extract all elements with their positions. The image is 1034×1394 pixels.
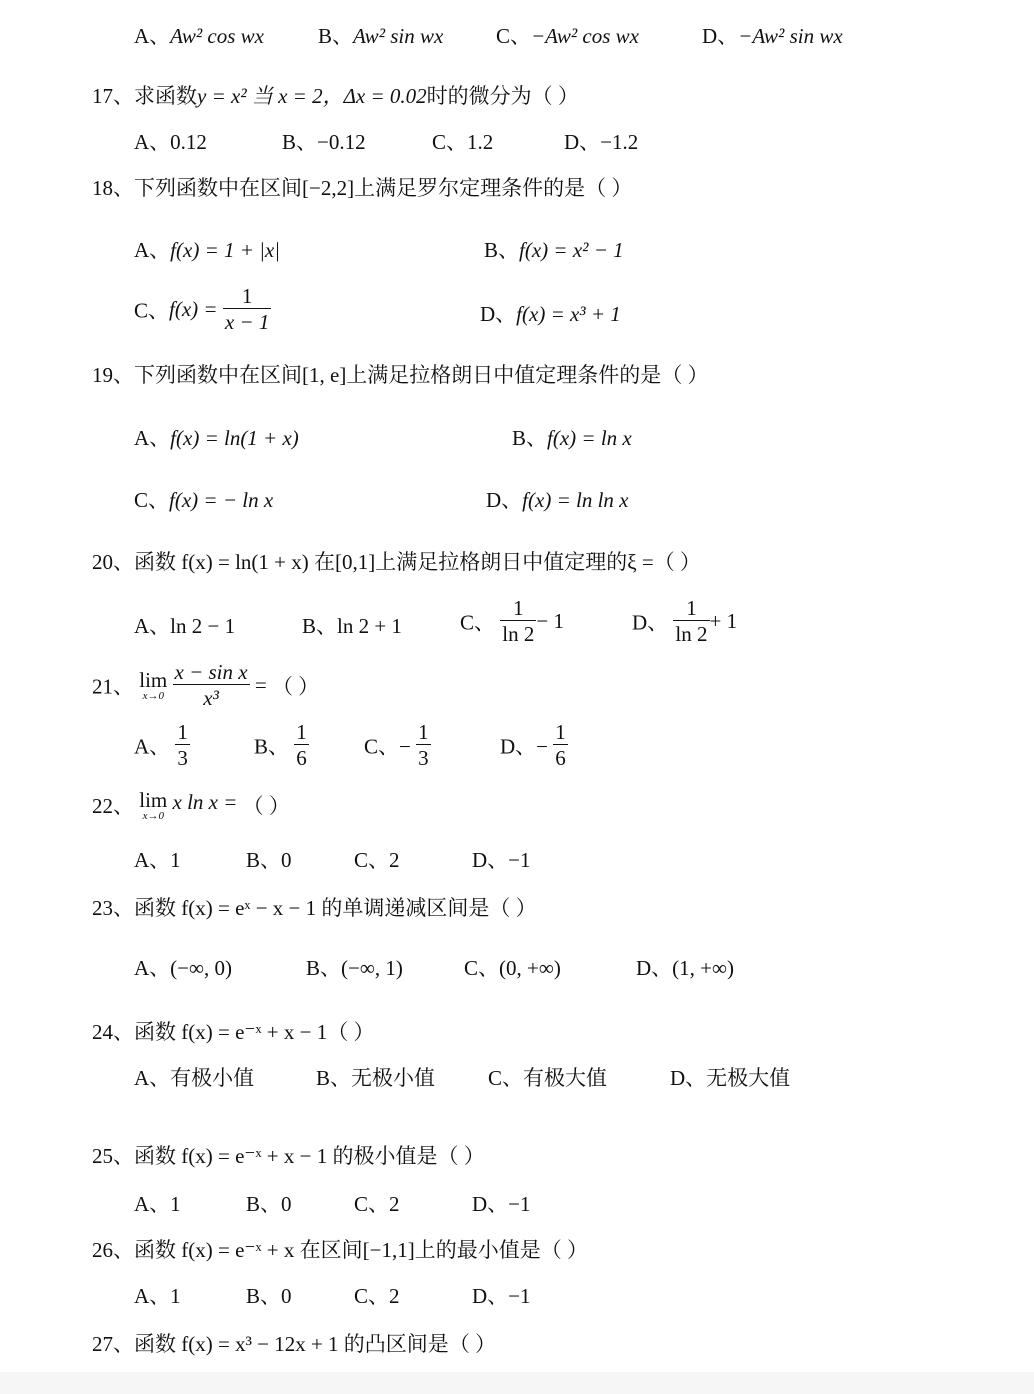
fraction: [673, 596, 709, 647]
option-label: D、: [702, 24, 739, 48]
q22-option-b: B、0: [246, 848, 292, 872]
option-expression: f(x) = ln(1 + x): [170, 426, 299, 450]
q19-option-d: [486, 484, 628, 514]
option-label: B、: [318, 24, 354, 48]
q26-option-d: D、−1: [472, 1284, 531, 1308]
denominator: x − 1: [224, 310, 270, 334]
q22-option-a: A、1: [134, 848, 181, 872]
question-number: 18、: [92, 176, 134, 200]
option-label: A、: [134, 426, 171, 450]
q20-stem: [92, 546, 701, 576]
q21-option-a: [134, 720, 190, 771]
question-text: 函数 f(x) = e⁻ˣ + x 在区间[−1,1]上的最小值是: [134, 1238, 541, 1262]
q17-option-d: D、−1.2: [564, 130, 639, 154]
option-label: B、: [512, 426, 548, 450]
question-number: 25、: [92, 1144, 134, 1168]
answer-blank: （ ）: [242, 794, 290, 818]
answer-blank: （ ）: [540, 1238, 588, 1262]
option-label: A、: [134, 24, 171, 48]
numerator: 1: [296, 720, 307, 744]
denominator: ln 2: [502, 622, 535, 646]
option-label: C、: [460, 610, 496, 635]
denominator: 3: [177, 746, 188, 770]
question-number: 21、: [92, 674, 134, 699]
answer-blank: （ ）: [327, 1020, 375, 1044]
q19-option-a: [134, 422, 299, 452]
answer-blank: （ ）: [585, 176, 633, 200]
option-expression: f(x) = ln x: [547, 426, 632, 450]
q27-stem: [92, 1328, 496, 1358]
q25-option-a: A、1: [134, 1192, 181, 1216]
option-expression: f(x) = − ln x: [169, 488, 274, 512]
limit-text: lim: [139, 788, 168, 812]
option-label: D、: [632, 610, 669, 635]
numerator: 1: [555, 720, 566, 744]
answer-blank: （ ）: [489, 896, 537, 920]
q20-option-b: B、ln 2 + 1: [302, 614, 402, 638]
q21-option-b: [254, 720, 309, 771]
option-label: C、: [134, 298, 170, 323]
q23-stem: [92, 892, 537, 922]
question-number: 20、: [92, 550, 134, 574]
q22-option-c: C、2: [354, 848, 400, 872]
option-expression: Aw² cos wx: [170, 24, 264, 48]
q26-option-c: C、2: [354, 1284, 400, 1308]
limit-operator: [139, 790, 167, 822]
question-number: 26、: [92, 1238, 134, 1262]
q20-option-d: [632, 596, 737, 647]
q26-option-a: A、1: [134, 1284, 181, 1308]
q18-stem: [92, 172, 632, 202]
q25-stem: [92, 1140, 485, 1170]
q17-option-b: B、−0.12: [282, 130, 366, 154]
question-text: 函数 f(x) = e⁻ˣ + x − 1: [134, 1020, 328, 1044]
question-text: 下列函数中在区间[1, e]上满足拉格朗日中值定理条件的是: [134, 363, 662, 387]
q18-option-d: [480, 298, 621, 328]
denominator: 3: [418, 746, 429, 770]
option-label: B、: [484, 238, 520, 262]
option-label: C、: [134, 488, 170, 512]
question-text: 函数 f(x) = eˣ − x − 1 的单调递减区间是: [134, 896, 490, 920]
option-label: D、: [486, 488, 523, 512]
option-expression: −Aw² cos wx: [531, 24, 639, 48]
option-expression: f(x) = ln ln x: [522, 488, 629, 512]
option-label: A、: [134, 734, 171, 759]
fraction: [173, 660, 250, 711]
answer-blank: （ ）: [531, 84, 579, 108]
q21-option-d: [500, 720, 568, 771]
option-label: C、: [496, 24, 532, 48]
option-expression: f(x) = 1 + |x|: [170, 238, 281, 262]
page-bottom-shadow: [0, 1372, 1034, 1394]
question-expression: x ln x =: [172, 790, 238, 814]
q23-option-d: D、(1, +∞): [636, 956, 734, 980]
q24-option-c: C、有极大值: [488, 1066, 608, 1090]
q16-option-c: [496, 20, 639, 50]
fraction: [294, 720, 309, 771]
equals-sign: =: [254, 673, 267, 697]
numerator: 1: [177, 720, 188, 744]
question-text: 求函数: [134, 84, 197, 108]
numerator: 1: [673, 596, 709, 621]
limit-text: lim: [139, 667, 168, 692]
question-number: 24、: [92, 1020, 134, 1044]
q23-option-b: B、(−∞, 1): [306, 956, 403, 980]
q25-option-b: B、0: [246, 1192, 292, 1216]
fraction: [416, 720, 431, 771]
option-label: D、: [480, 302, 517, 326]
question-expression: y = x² 当 x = 2，Δx = 0.02: [197, 84, 427, 108]
limit-operator: [139, 667, 168, 702]
q23-option-a: A、(−∞, 0): [134, 956, 232, 980]
numerator: 1: [500, 596, 536, 621]
question-text: 函数 f(x) = x³ − 12x + 1 的凸区间是: [134, 1332, 449, 1356]
q20-option-c: [460, 596, 564, 647]
denominator: ln 2: [675, 622, 708, 646]
option-label: A、: [134, 238, 171, 262]
question-number: 23、: [92, 896, 134, 920]
q20-option-a: A、ln 2 − 1: [134, 614, 236, 638]
q24-stem: [92, 1016, 375, 1046]
question-text: 函数 f(x) = e⁻ˣ + x − 1 的极小值是: [134, 1144, 438, 1168]
question-text: 时的微分为: [426, 84, 532, 108]
answer-blank: （ ）: [448, 1332, 497, 1356]
option-expression: + 1: [709, 609, 738, 633]
q16-option-d: [702, 20, 843, 50]
q18-option-b: [484, 234, 624, 264]
question-number: 17、: [92, 84, 134, 108]
q18-option-c: [134, 284, 271, 335]
q21-stem: [92, 660, 319, 711]
limit-subscript: x→0: [142, 810, 164, 822]
q21-option-c: [364, 720, 431, 771]
question-number: 27、: [92, 1332, 134, 1356]
question-number: 19、: [92, 363, 134, 387]
answer-blank: （ ）: [661, 363, 709, 387]
numerator: 1: [223, 284, 272, 309]
q19-option-b: [512, 422, 632, 452]
q16-option-a: [134, 20, 264, 50]
fraction: [223, 284, 272, 335]
question-text: 下列函数中在区间[−2,2]上满足罗尔定理条件的是: [134, 176, 586, 200]
answer-blank: （ ）: [271, 674, 320, 699]
option-label: B、: [254, 734, 290, 759]
q22-stem: [92, 790, 290, 822]
q22-option-d: D、−1: [472, 848, 531, 872]
denominator: 6: [555, 746, 566, 770]
fraction: [175, 720, 190, 771]
q25-option-d: D、−1: [472, 1192, 531, 1216]
q24-option-d: D、无极大值: [670, 1066, 791, 1090]
option-expression: −Aw² sin wx: [738, 24, 843, 48]
question-text: 函数 f(x) = ln(1 + x) 在[0,1]上满足拉格朗日中值定理的ξ =: [134, 550, 654, 574]
option-label: D、−: [500, 734, 549, 759]
fraction: [553, 720, 568, 771]
q26-option-b: B、0: [246, 1284, 292, 1308]
q24-option-b: B、无极小值: [316, 1066, 436, 1090]
option-expression: Aw² sin wx: [353, 24, 444, 48]
fraction: [500, 596, 536, 647]
q26-stem: [92, 1234, 588, 1264]
question-number: 22、: [92, 794, 134, 818]
numerator: 1: [418, 720, 429, 744]
q17-option-c: C、1.2: [432, 130, 494, 154]
denominator: x³: [203, 686, 219, 710]
q19-option-c: [134, 484, 273, 514]
option-expression: f(x) = x³ + 1: [516, 302, 621, 326]
answer-blank: （ ）: [653, 550, 701, 574]
limit-subscript: x→0: [142, 689, 164, 702]
option-expression: − 1: [536, 609, 564, 633]
option-expression: f(x) =: [169, 297, 218, 321]
answer-blank: （ ）: [437, 1144, 485, 1168]
q23-option-c: C、(0, +∞): [464, 956, 561, 980]
q18-option-a: [134, 234, 280, 264]
q17-stem: [92, 80, 579, 110]
option-label: C、−: [364, 734, 411, 759]
q25-option-c: C、2: [354, 1192, 400, 1216]
q19-stem: [92, 359, 709, 389]
q16-option-b: [318, 20, 443, 50]
q24-option-a: A、有极小值: [134, 1066, 255, 1090]
q17-option-a: A、0.12: [134, 130, 207, 154]
denominator: 6: [296, 746, 307, 770]
numerator: x − sin x: [174, 660, 248, 684]
option-expression: f(x) = x² − 1: [519, 238, 624, 262]
